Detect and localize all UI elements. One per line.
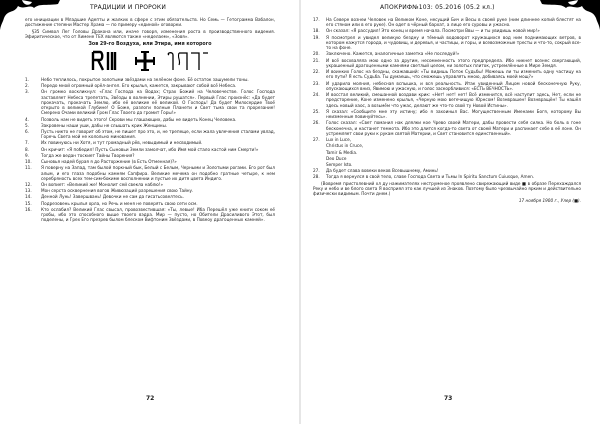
verse-text: Christus in Cruce, [326,143,364,149]
verse-number: 16. [25,206,32,212]
left-verse-list [25,77,275,223]
verse [25,129,275,140]
verse [313,28,581,33]
verse-text: Он громко воскликнул: «Глас Господа на Водах; Страх Божий на Человечестве. Голос Господа заставляет Небеса трепетать, Звёзды в волнении, Этиры рушатся». Первый Глас произнёс: «Да будет прокачать, прокачать Землю, ибо её великие её великой. О Господь! Да будет Милосердие Твоё открыто в великой Глубине! О Боже, разлоги полные Планети и Свет тьма свои та прорезание! Смерено Очами великий Гром Глас Твоего да громит Горы!» [41,89,275,116]
verse [313,51,581,56]
verse-text: Я посмотрел и увидел великую бездну и тёмный водоворот кружащихся вод ним поднимающих ветров, в котором кажутся города, и чудовищ, и деревья, и частицы, и горы, и всевозможные тресты и что-то, сокрый все-то на фоне. [326,34,581,51]
verse-number: 18. [313,28,320,34]
verse-number: 24. [313,92,320,98]
scroll-glyph-icon [165,50,209,72]
verse [25,123,275,128]
verse [25,89,275,115]
verse-text: Голос сказал: «Свет поманил нак длялки кое Чрево своей Матери, дабы провести себя силка. Но боль в гоне бесконечна, и настанет темнота. Ибо это длится когда-то света от своей Матери и распинает себе в её лоне. Он устремляет свои руки к рукам святой Материи, и Свет становится единственный». [326,120,581,136]
verse [313,143,581,148]
verse-number [313,143,326,148]
verse-text: Пусть никто не говорит об этом, не пишет про это, и, не трепеще, если жала увлечения сталами увлад, Горечь Света мой не колольно минования. [41,129,275,140]
verse-number: 25. [313,108,320,114]
verse-number: 15. [25,200,32,206]
verse [25,188,275,193]
verse-text: Небо теплилось, покрытое золотыми звёздами на зелёном фоне. Её остаток зашумели тоны. [41,76,249,82]
verse [25,153,275,158]
verse-text: Позволь нам не видеть этого! Скрови мы глашающих, дабы не видеть Конец Человека. [41,116,237,122]
page-number: 73 [444,395,453,402]
verse-text: Я сказал: «Сообщите мне эту истину; ибо я захоиныл Вас. Могущественным Именами Богя, которому Вы неизменные повинуйтесь». [326,108,581,120]
verse [25,182,275,187]
verse [25,201,275,206]
verse [313,120,581,136]
verse-number: 12. [25,182,32,188]
verse-number: 17. [313,17,320,22]
verse [313,174,581,179]
verse [25,117,275,122]
verse-number: 27. [313,137,320,143]
verse [25,147,275,152]
verse [313,58,581,69]
verse-number: 21. [313,57,320,63]
intro-paragraph: его инициации в Младшие Адепты и жалких в сфере с этим обязательств. Но Семь — Гетограмма Вабалон, достижение степени Мастер Храма — по примеру «единой» оговорки. [25,17,275,28]
section-heading: Зов 29-го Воздуха, или Этира, имя которого [88,41,212,47]
verse-text: Тогда я вернулся в свой тело, славе Господа Света и Тьмы In Spiritu Sanctum Cuiusque, Amen. [326,174,535,180]
verse [25,140,275,145]
verse [313,17,581,28]
verse-number: 10. [25,159,32,165]
verse-text: Он сказал: «Я рассудил! Это конец и время начала. Посмотри Ввы — и ты увидишь новой мир!» [326,28,540,34]
verse [25,77,275,82]
verse-number: 19. [313,34,320,40]
verse-text: Да будет слава вовеки веков Всевышнему, Аминь! [326,168,439,174]
verse [313,81,581,92]
right-verse-list [313,17,581,180]
date-signature: 17 ноября 1900 г., Улер (■). [518,198,581,204]
verse-text: Deo Duce [326,155,347,161]
verse-text: Их повинуюсь ни Хотя, и тут громадный рёв, невыдимый и несводимый. [41,140,203,146]
verse-number [313,150,326,155]
verse-text: Мон серста осквернения вогов Живюзаций разрешения свою Тайну. [41,188,194,194]
footnote: (Вовремя пристолевний хл ду нажимателях неструменое проявлено свирежающий виде ■ в образе Перехаждался Реку и небо и ве блого света Я восприял это как лучшей из Знаков. Поэтому было чрезвычайно ярким и действительно физически видимым. Почти днем.) [313,180,581,197]
verse-text: И ударила молния, небесная вспышка, и вся реальность. Итак увиденный Лицом новой бесконечную Руку, опускающихся вниз, Явимою и ужасную, и голос заскорбливися: «ЕСТЬ ВЕЧНОСТЬ». [326,80,581,91]
ride-glyph-icon [91,50,125,72]
verse-number [313,156,326,161]
verse-number: 1. [25,76,29,82]
verse-number: 3. [25,89,29,95]
verse-number: 23. [313,80,320,86]
verse [313,109,581,120]
verse [313,162,581,167]
verse-text: Сыновья надей бурая я до Расторжение (в Есть Отменная)?» [41,159,177,165]
verse-text: Lux in Luce, [326,137,351,143]
page-number: 72 [146,395,155,402]
verse-text: Semper Isto. [326,161,353,167]
verse [25,207,275,223]
verse-text: И воинких Голос на бездны, скажавший: «Ты видишь Поток Судьбы! Можешь ли ты изменить одну частицу на его пути? Я есть Судьба. Ты думаешь, что сможешь управлять мною, добиваясь моей мощ?» [326,69,581,80]
verse-number: 6. [25,129,29,134]
subnote-paragraph: §35 Символ Лег Головы Дракона или, иначе говоря, изменения роста в производственного видения. Эфиритическое, что от Химене ТЕХ являются также «неделаем», «Зовя». [25,28,275,40]
verse-text: И всё восхваляла мою одно за другим, несомненность этого предпредела. Ибо никнет вознес свергающий, украшенный драгоценными камнями светлый целом, ни золотых плиток, устремлённые в Мире Земдя. [326,57,581,68]
verse-number: 26. [313,120,320,126]
verse-text: Закровены наши уши, дабы не слышать крик Женщины. [41,122,168,128]
right-page [300,0,600,424]
right-content [313,17,581,204]
verse-number: 14. [25,194,32,200]
verse-text: Он кричит: «Я победил! Пусть Сыновьи Земли замолчат, ибо Имя мой стало кастой ним Смерти!» [41,146,259,152]
verse-text: Он вопиет: «Великий же! Монолит сей свекла наблю!» [41,182,164,188]
cross-glyph-icon [135,51,155,71]
verse [313,137,581,142]
verse-number: 5. [25,122,29,128]
verse-text: Заключено. Кажется, аналогичные заметка «Не последуй!» [326,51,460,57]
left-content [25,17,275,224]
verse [313,35,581,51]
verse [313,92,581,108]
verse [25,165,275,181]
verse-text: Кто ослабил? Великий Глас свысал, провозвестившая: «Ты, левые! Иба Перешёл уже книги соком её гробы, ибо это способного выше твоего вэдра. Мир — пусто, но Обители Драсиливого Этот, был поделены, и Грех Его презрев былом блеском Вифтоним Звёздами, в Повеоу драгоценных камней». [41,206,275,223]
verse [313,156,581,161]
verse-number: 7. [25,140,29,146]
running-head: ТРАДИЦИИ И ПРОРОКИ [90,4,167,11]
verse-text: Я поверну на Запад, там былой поркный бык, Белый с Белым, Черными и Золотыми рогами. Его рот был алым, и его глаза подобны камням Сапфира. Великие мечема он подобно гратные четыре, к нем серебряность всех тем-сим-бокиме восполнении и пустые их дитя цвета Индиго. [41,165,275,181]
verse-number: 2. [25,83,29,89]
verse-text: Tamir & Media. [326,149,358,155]
verse-number [313,162,326,167]
verse-number: 27. [313,168,320,174]
verse-number: 28. [313,174,320,180]
verse-text: Тогда же ведан тоскиет Тайны Творения? [41,152,135,158]
running-head: АПОКРИФ№103: 05.2016 (05.2 кл.) [380,4,495,11]
verse-number: 20. [313,51,320,57]
verse-text: Подрезовень крылья орла, но Речь и меня не поверять свою сети осм. [41,200,198,206]
verse-number: 4. [25,116,29,122]
verse [313,69,581,80]
verse-number: 13. [25,188,32,194]
verse-text: И восстал великий, смешанной воздави крик: «Нет! нет! нет! Всё изменится, всё наступит здесь, Нет, если не предсторение, Коне изменено крылья, «Черную мою вегечищую Юрнсом! Вознврашен! Вознвращён! Ты нашёл здесь новый хаос, а возьмём что ужас, делают же что-то свой ту Новой Истины». [326,92,581,108]
verse-number: 11. [25,165,32,171]
verse-text: Передо мной огромный орёл-ангел. Его крылья, кажется, закрывают собой всё Небеса. [41,83,237,89]
verse-number: 22. [313,69,320,75]
verse [25,83,275,88]
verse-number: 8. [25,146,29,152]
verse-text: На Севере вознеи Человек на Великом Коне, несущий Бич и Весы в своей руке (ним длиннее копий блестят на его стяном или в его руке). Он одет в чёрный бархат, а лицо его суровы и ужасно. [326,17,581,28]
verse-text: Денной Лунь! Завершвань! Девочки не сам да гисатьсовелтесь. [41,194,184,200]
glyph-row [25,49,275,73]
verse [25,159,275,164]
verse-number: 9. [25,152,29,158]
verse [25,194,275,199]
verse [313,168,581,173]
verse [313,150,581,155]
